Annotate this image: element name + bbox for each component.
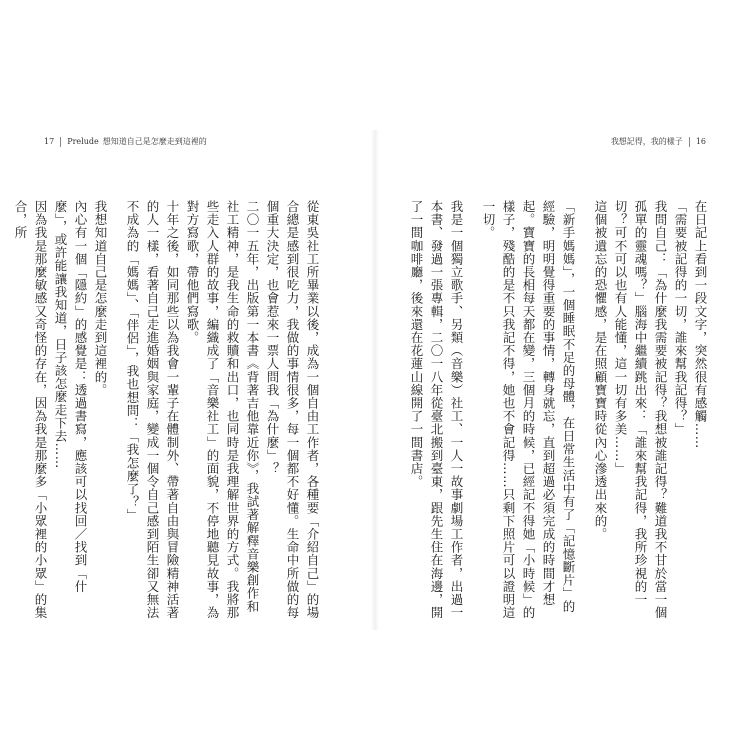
right-page: [375, 0, 750, 750]
paragraph-gap: [110, 200, 122, 620]
paragraph: 內心有一個「隱約」的感覺是：透過書寫，應該可以找回／找到「什麼」，或許能讓我知道，日子該怎麼走下去……: [53, 200, 88, 593]
header-divider: [60, 137, 61, 147]
paragraph-gap: [466, 200, 478, 620]
paragraph: 「需要被記得的一切，誰來幫我記得？」: [673, 200, 688, 436]
chapter-title: 想知道自己是怎麼走到這裡的: [102, 137, 207, 146]
right-page-body: [409, 200, 710, 620]
left-page-header: [44, 136, 207, 148]
right-page-number: 16: [695, 137, 706, 146]
paragraph: 從東吳社工所畢業以後，成為一個自由工作者，各種要「介紹自己」的場合總是感到很吃力，我做的事情很多，每一個都不好懂。生命中所做的每個重大決定，也會惹來一票人問我「為什麼」？: [265, 200, 320, 620]
paragraph: 我問自己：「為什麼我需要被記得？我想被誰記得？難道我不甘於當一個孤單的靈魂嗎？」腦海中繼續跳出來：「誰來幫我記得，我所珍視的一切？可不可以也有人能懂，這一切有多美……」: [613, 200, 668, 620]
paragraph-gap: [578, 200, 590, 620]
left-page-body: [13, 200, 322, 620]
header-divider: [689, 137, 690, 147]
paragraph: 因為我是那麼敏感又奇怪的存在，因為我是那麼多「小眾裡的小眾」的集合，所: [13, 200, 48, 620]
right-page-header: [607, 136, 706, 148]
running-title: 我想記得，我的樣子: [610, 137, 683, 146]
paragraph: 我想知道自己是怎麼走到這裡的。: [93, 200, 108, 397]
chapter-label: Prelude: [67, 137, 99, 146]
left-page-number: 17: [44, 137, 55, 146]
paragraph: 十年之後，如同那些以為我會一輩子在體制外、帶著自由與冒險精神活著的人一樣，看著自己走進婚姻與家庭，變成一個令自己感到陌生卻又無法不成為的「媽媽」、「伴侶」，我也想問：「我怎麼了？」: [125, 200, 180, 620]
paragraph: 在日記上看到一段文字，突然很有感觸……: [693, 200, 708, 449]
paragraph: 我是一個獨立歌手、另類（音樂）社工、一人一故事劇場工作者，出過一本書、發過一張專輯，二〇一八年從臺北搬到臺東，跟先生住在海邊，開了一間咖啡廳，後來還在花蓮山線開了一間書店。: [409, 200, 464, 620]
paragraph: 這個被遺忘的恐懼感，是在照顧寶寶時從內心滲透出來的。: [593, 200, 608, 541]
paragraph: 二〇一五年，出版第一本書《背著吉他靠近你》，我試著解釋音樂創作和社工精神，是我生命的救贖和出口，也同時是我理解世界的方式。我將那些走入人群的故事，編織成了「音樂社工」的面貌，不停地聽見故事，為對方寫歌，帶他們寫歌。: [185, 200, 260, 620]
paragraph: 「新手媽媽」，一個睡眠不足的母體，在日常生活中有了「記憶斷片」的經驗，明明覺得重要的事情，轉身就忘，直到超過必須完成的時間才想起。寶寶的長相每天都在變，三個月的時候，已經記不得她「小時候」的樣子，殘酷的是不只我記不得，她也不會記得……只剩下照片可以證明這一切。: [481, 200, 576, 620]
